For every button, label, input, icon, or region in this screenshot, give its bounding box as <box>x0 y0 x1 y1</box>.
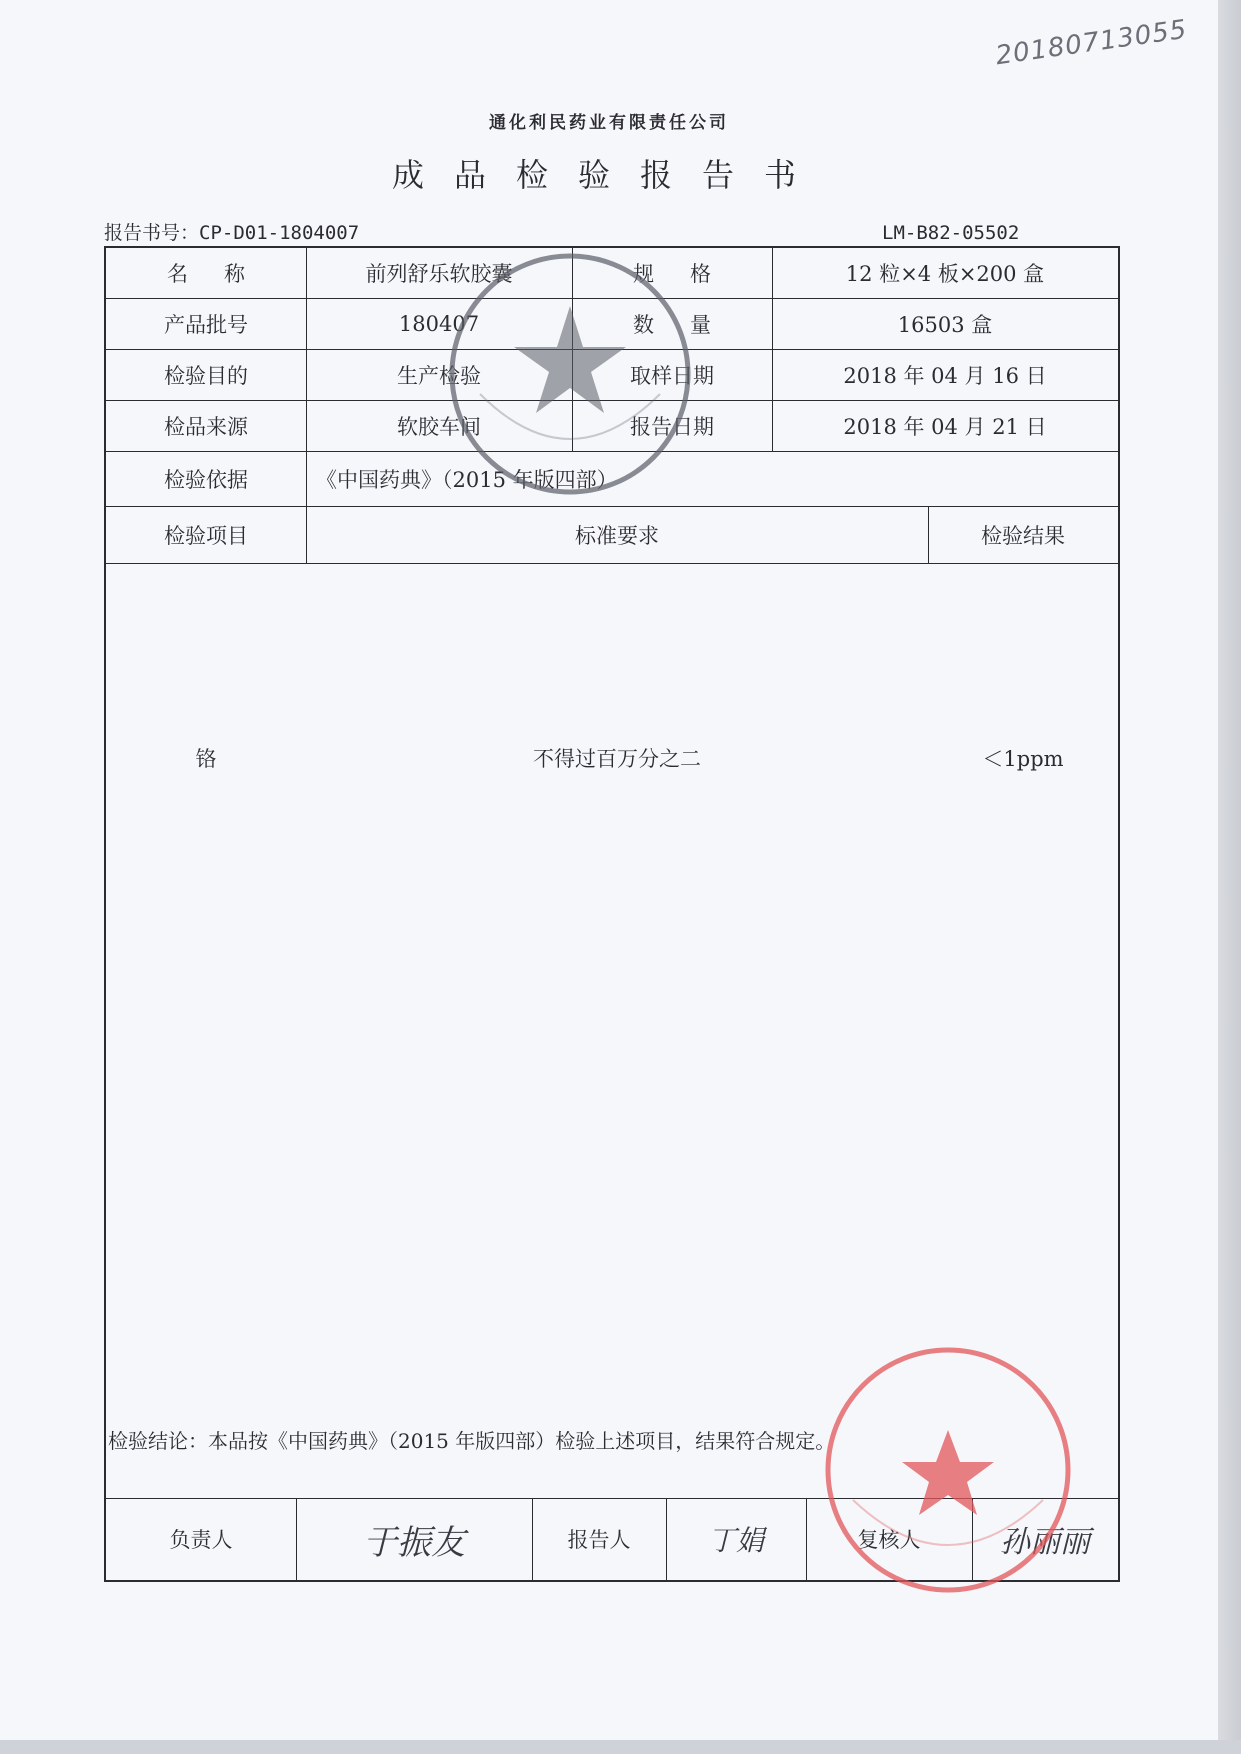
name-label: 名称 <box>167 262 281 286</box>
handwritten-id: 20180713055 <box>993 14 1190 72</box>
table-row-result: ＜1ppm <box>982 747 1064 771</box>
quantity-value: 16503 盒 <box>897 312 993 337</box>
purpose-value: 生产检验 <box>397 363 481 388</box>
spec-label: 规格 <box>633 262 747 286</box>
reviewer-label: 复核人 <box>857 1528 921 1552</box>
spec-value: 12 粒×4 板×200 盒 <box>845 262 1045 286</box>
quality-assurance-stamp <box>818 1340 1078 1600</box>
batch-label: 产品批号 <box>164 312 248 337</box>
quality-inspection-stamp <box>440 244 700 504</box>
report-date-value: 2018 年 04 月 21 日 <box>843 414 1047 439</box>
responsible-signature: 于振友 <box>363 1522 465 1563</box>
reviewer-signature: 孙丽丽 <box>1000 1525 1090 1560</box>
batch-value: 180407 <box>398 311 480 336</box>
col-standard-header: 标准要求 <box>575 523 659 548</box>
basis-label: 检验依据 <box>164 467 248 492</box>
scan-edge-bottom <box>0 1740 1241 1754</box>
reporter-signature: 丁娟 <box>707 1524 764 1557</box>
reporter-label: 报告人 <box>567 1528 631 1552</box>
form-code: LM-B82-05502 <box>882 222 1020 244</box>
conclusion: 检验结论：本品按《中国药典》（2015 年版四部）检验上述项目，结果符合规定。 <box>108 1429 836 1453</box>
col-result-header: 检验结果 <box>981 523 1065 548</box>
report-number: 报告书号：CP-D01-1804007 <box>104 222 360 244</box>
sample-date-label: 取样日期 <box>630 363 714 388</box>
basis-value: 《中国药典》（2015 年版四部） <box>316 467 618 492</box>
responsible-label: 负责人 <box>169 1528 233 1552</box>
quantity-label: 数量 <box>633 312 747 337</box>
page-title: 成品检验报告书 <box>391 156 826 194</box>
purpose-label: 检验目的 <box>164 363 248 388</box>
table-row-item: 铬 <box>195 747 217 771</box>
sample-date-value: 2018 年 04 月 16 日 <box>843 363 1047 388</box>
name-value: 前列舒乐软胶囊 <box>365 262 513 286</box>
company-name: 通化利民药业有限责任公司 <box>489 113 729 133</box>
table-row-standard: 不得过百万分之二 <box>533 747 701 771</box>
col-item-header: 检验项目 <box>164 523 248 548</box>
scan-edge-right <box>1218 0 1241 1754</box>
report-date-label: 报告日期 <box>630 414 714 439</box>
source-value: 软胶车间 <box>397 414 481 439</box>
source-label: 检品来源 <box>164 414 248 439</box>
